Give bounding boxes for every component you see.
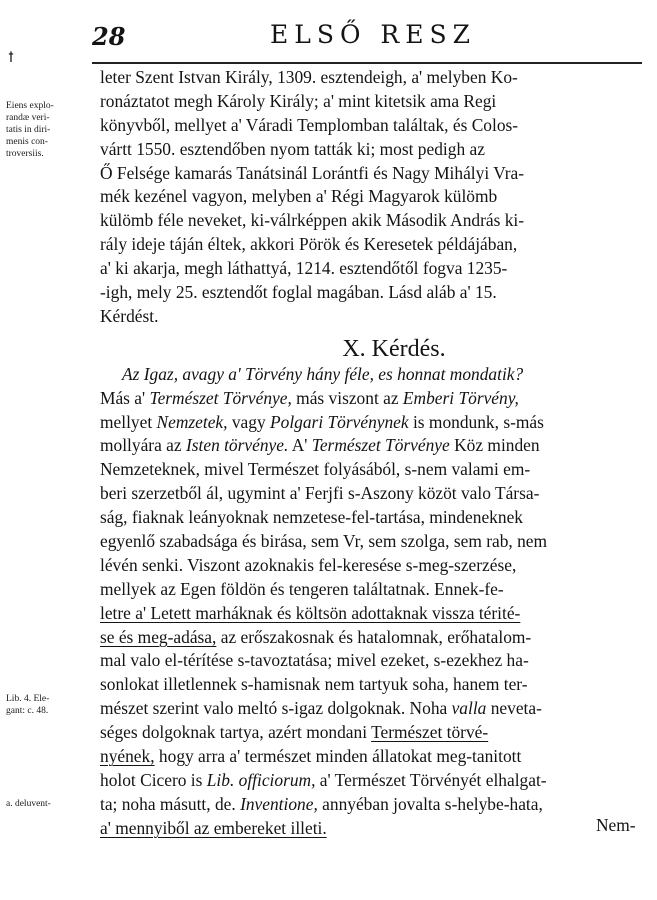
margin-note-line: tatis in diri- [6,125,51,135]
catchword: Nem- [596,815,636,835]
text-run: Természet Törvénye, [149,387,292,408]
text-run: mal valo el-térítése s-tavoztatása; mivel ezeket, s-ezekhez ha- [100,650,529,671]
text-run: Természet Törvénye [311,435,450,456]
text-line [100,602,648,626]
text-run: Inventione, [240,793,318,814]
text-run: mellyet [100,411,157,432]
text-line: Kérdést. [100,305,159,326]
text-run: Nemzeteknek, mivel Természet folyásából, s-nem valami em- [100,459,531,480]
text-run: nyének, [100,746,155,767]
text-line [100,387,648,411]
text-line [100,411,648,435]
text-run: a' Természet Törvényét elhalgat- [315,769,547,790]
text-line [100,793,648,817]
margin-note-line: randæ veri- [6,113,50,123]
ink-mark: ꝉ [8,50,14,66]
text-line [100,769,648,793]
text-line: rály ideje táján éltek, akkori Pörök és Keresetek példájában, [100,234,518,255]
text-run: Emberi Törvény, [402,387,519,408]
text-line [100,673,648,697]
margin-note-line: menis con- [6,137,48,147]
text-run: Lib. officiorum, [206,769,316,790]
text-run: mellyek az Egen földön és tengeren találtatnak. Ennek-fe- [100,578,504,599]
text-run: sonlokat illetlennek s-hamisnak nem tartyuk soha, hanem ter- [100,674,528,695]
text-run: mollyára az [100,435,186,456]
text-run: Az Igaz, avagy a' Törvény hány féle, es honnat mondatik? [122,363,524,384]
text-line: külömb féle neveket, ki-válrképpen akik Második András ki- [100,210,525,231]
text-line [100,363,648,387]
text-run: Más a' [100,387,150,408]
text-run: Nemzetek, [156,411,228,432]
margin-note-1 [6,100,96,160]
text-line: vártt 1550. esztendőben nyom tatták ki; most pedigh az [100,138,485,159]
text-run: ság, fiaknak leányoknak nemzetese-fel-tartása, mindeneknek [100,507,523,528]
text-line [100,817,648,841]
margin-note-line: gant: c. 48. [6,706,49,716]
text-line: könyvből, mellyet a' Váradi Templomban találtak, és Colos- [100,114,519,135]
text-run: beri szerzetből ál, ugymint a' Ferjfi s-Aszony közöt valo Társa- [100,483,540,504]
text-line [100,745,648,769]
text-run: Isten törvénye. [185,435,289,456]
text-run: A' [288,435,312,456]
text-line: -igh, mely 25. esztendőt foglal magában. Lásd aláb a' 15. [100,282,497,303]
text-run: egyenlő szabadsága és birása, sem Vr, sem szolga, sem rab, nem [100,531,548,552]
text-run: hogy arra a' természet minden állatokat meg-tanitott [154,746,522,767]
running-head: ELSŐ RESZ [270,20,476,49]
text-line: a' ki akarja, megh láthattyá, 1214. esztendőtől fogva 1235- [100,258,508,279]
text-line [100,434,648,458]
text-run: neveta- [486,698,542,719]
text-line [100,721,648,745]
text-run: annyéban jovalta s-helybe-hata, [317,793,543,814]
text-run: Köz minden [449,435,540,456]
text-run: más viszont az [291,387,403,408]
body-text [100,66,648,841]
text-run: a' mennyiből az embereket illeti. [100,817,327,838]
margin-note-line: Lib. 4. Ele- [6,694,50,704]
text-run: Természet törvé- [371,722,489,743]
text-line: mék kezénel vagyon, melyben a' Régi Magyarok külömb [100,186,498,207]
text-line: Ő Felsége kamarás Tanátsinál Lorántfi és Nagy Mihályi Vra- [100,162,525,183]
margin-note-2 [6,693,96,717]
text-line [100,697,648,721]
paragraph-1 [100,66,648,329]
header-rule [92,62,642,64]
text-run: is mondunk, s-más [408,411,544,432]
text-run: Polgari Törvénynek [270,411,409,432]
text-line [100,482,648,506]
text-run: lévén senki. Viszont azoknakis fel-keresése s-meg-szerzése, [100,554,517,575]
margin-note-line: a. deluvent- [6,799,51,809]
text-run: séges dolgoknak tartya, azért mondani [100,722,372,743]
margin-note-3 [6,798,96,810]
text-run: holot Cicero is [100,769,207,790]
text-run: letre a' Letett marháknak és költsön adottaknak vissza térité- [100,602,521,623]
margin-note-line: troversiis. [6,149,44,159]
text-run: se és meg-adása, [100,626,217,647]
text-line: leter Szent Istvan Király, 1309. esztendeigh, a' melyben Ko- [100,67,518,87]
text-line [100,578,648,602]
text-line [100,458,648,482]
text-line: ronáztatot megh Károly Király; a' mint kitetsik ama Regi [100,90,497,111]
section-heading: X. Kérdés. [342,335,446,362]
text-run: valla [451,698,487,719]
text-line [100,649,648,673]
text-run: az erőszakosnak és hatalomnak, erőhatalom- [216,626,532,647]
text-run: ta; noha másutt, de. [100,793,241,814]
text-line [100,626,648,650]
text-line [100,554,648,578]
text-run: mészet szerint valo meltó s-igaz dolgoknak. Noha [100,698,452,719]
text-run: vagy [227,411,271,432]
text-line [100,530,648,554]
page-number: 28 [92,22,126,51]
margin-note-line: Eiens explo- [6,101,54,111]
text-line [100,506,648,530]
paragraph-2 [100,363,648,841]
